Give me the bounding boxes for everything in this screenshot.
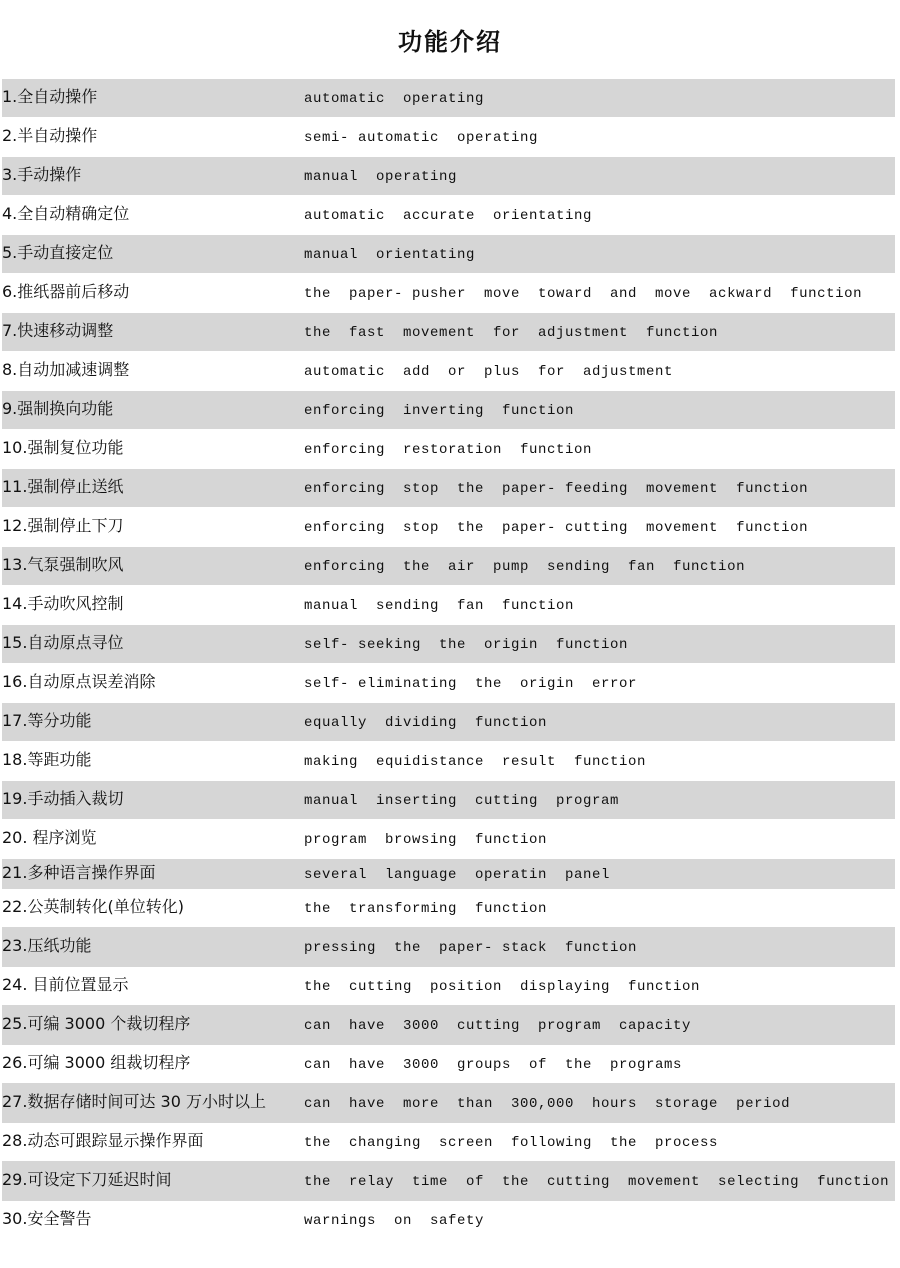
function-row <box>2 1045 895 1083</box>
function-name-cn: 13.气泵强制吹风 <box>2 555 124 575</box>
function-row <box>2 859 895 889</box>
function-name-cn: 9.强制换向功能 <box>2 399 114 419</box>
function-name-cn: 17.等分功能 <box>2 711 92 731</box>
function-name-cn: 18.等距功能 <box>2 750 92 770</box>
function-name-cn: 24. 目前位置显示 <box>2 975 129 995</box>
function-name-en: automatic accurate orientating <box>304 207 593 224</box>
function-name-en: manual inserting cutting program <box>304 792 620 809</box>
function-name-cn: 6.推纸器前后移动 <box>2 282 130 302</box>
function-name-en: the paper- pusher move toward and move ackward function <box>304 285 863 302</box>
function-name-en: the fast movement for adjustment function <box>304 324 719 341</box>
function-name-en: manual operating <box>304 168 458 185</box>
function-name-cn: 2.半自动操作 <box>2 126 98 146</box>
function-name-en: the changing screen following the process <box>304 1134 719 1151</box>
function-name-cn: 19.手动插入裁切 <box>2 789 124 809</box>
function-row <box>2 547 895 585</box>
function-name-cn: 5.手动直接定位 <box>2 243 114 263</box>
function-name-cn: 15.自动原点寻位 <box>2 633 124 653</box>
function-name-en: manual orientating <box>304 246 476 263</box>
function-name-en: can have 3000 cutting program capacity <box>304 1017 692 1034</box>
function-row <box>2 507 895 547</box>
function-name-cn: 25.可编 3000 个裁切程序 <box>2 1014 191 1034</box>
function-name-en: equally dividing function <box>304 714 548 731</box>
function-name-cn: 28.动态可跟踪显示操作界面 <box>2 1131 204 1151</box>
function-name-cn: 4.全自动精确定位 <box>2 204 130 224</box>
function-row <box>2 781 895 819</box>
function-name-cn: 11.强制停止送纸 <box>2 477 124 497</box>
page-title: 功能介绍 <box>398 28 502 56</box>
function-name-en: semi- automatic operating <box>304 129 539 146</box>
function-name-cn: 12.强制停止下刀 <box>2 516 124 536</box>
function-name-en: the cutting position displaying function <box>304 978 701 995</box>
function-name-cn: 23.压纸功能 <box>2 936 92 956</box>
function-name-cn: 14.手动吹风控制 <box>2 594 124 614</box>
function-row <box>2 1083 895 1123</box>
function-list <box>2 79 895 1239</box>
function-name-cn: 30.安全警告 <box>2 1209 92 1229</box>
function-row <box>2 79 895 117</box>
function-name-en: automatic add or plus for adjustment <box>304 363 674 380</box>
function-row <box>2 391 895 429</box>
function-name-cn: 8.自动加减速调整 <box>2 360 130 380</box>
function-name-en: enforcing restoration function <box>304 441 593 458</box>
function-row <box>2 741 895 781</box>
function-row <box>2 117 895 157</box>
function-row <box>2 625 895 663</box>
function-name-en: can have 3000 groups of the programs <box>304 1056 683 1073</box>
function-row <box>2 351 895 391</box>
function-name-en: the relay time of the cutting movement selecting function <box>304 1173 890 1190</box>
function-name-cn: 7.快速移动调整 <box>2 321 114 341</box>
function-row <box>2 1005 895 1045</box>
function-row <box>2 313 895 351</box>
function-name-en: automatic operating <box>304 90 485 107</box>
function-name-cn: 27.数据存储时间可达 30 万小时以上 <box>2 1092 266 1112</box>
function-row <box>2 469 895 507</box>
function-row <box>2 1161 895 1201</box>
function-name-en: enforcing stop the paper- feeding movement function <box>304 480 809 497</box>
function-name-en: self- seeking the origin function <box>304 636 629 653</box>
function-row <box>2 235 895 273</box>
function-name-cn: 10.强制复位功能 <box>2 438 124 458</box>
function-row <box>2 967 895 1005</box>
function-name-cn: 1.全自动操作 <box>2 87 98 107</box>
function-name-cn: 29.可设定下刀延迟时间 <box>2 1170 172 1190</box>
function-row <box>2 195 895 235</box>
function-row <box>2 273 895 313</box>
function-row <box>2 819 895 859</box>
function-row <box>2 157 895 195</box>
function-name-cn: 22.公英制转化(单位转化) <box>2 897 184 917</box>
function-name-en: self- eliminating the origin error <box>304 675 638 692</box>
function-name-en: manual sending fan function <box>304 597 575 614</box>
function-name-en: enforcing inverting function <box>304 402 575 419</box>
function-name-en: several language operatin panel <box>304 866 611 883</box>
function-name-cn: 3.手动操作 <box>2 165 82 185</box>
function-name-en: pressing the paper- stack function <box>304 939 638 956</box>
function-row <box>2 703 895 741</box>
function-name-cn: 16.自动原点误差消除 <box>2 672 156 692</box>
function-name-cn: 21.多种语言操作界面 <box>2 863 156 883</box>
function-name-en: enforcing the air pump sending fan function <box>304 558 746 575</box>
function-name-cn: 20. 程序浏览 <box>2 828 97 848</box>
function-row <box>2 663 895 703</box>
function-name-en: the transforming function <box>304 900 548 917</box>
function-name-cn: 26.可编 3000 组裁切程序 <box>2 1053 191 1073</box>
function-row <box>2 429 895 469</box>
function-row <box>2 1201 895 1239</box>
function-name-en: enforcing stop the paper- cutting movement function <box>304 519 809 536</box>
function-row <box>2 927 895 967</box>
function-name-en: warnings on safety <box>304 1212 485 1229</box>
function-name-en: making equidistance result function <box>304 753 647 770</box>
function-row <box>2 585 895 625</box>
function-row <box>2 1123 895 1161</box>
function-row <box>2 889 895 927</box>
function-name-en: can have more than 300,000 hours storage period <box>304 1095 791 1112</box>
function-name-en: program browsing function <box>304 831 548 848</box>
